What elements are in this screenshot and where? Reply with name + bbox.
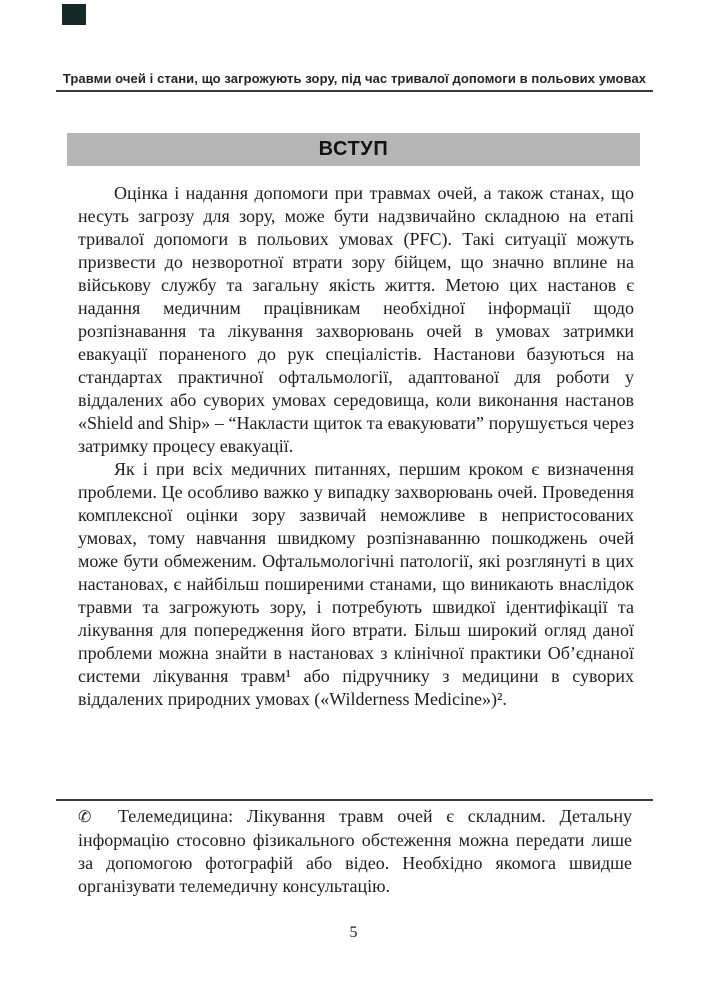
telemedicine-note: [56, 799, 653, 898]
scan-artifact-mark: [62, 4, 86, 25]
telemedicine-note-text: [78, 805, 632, 898]
body-text: [78, 182, 634, 711]
running-header: Травми очей і стани, що загрожують зору, під час тривалої допомоги в польових умовах: [56, 71, 653, 92]
paragraph-2: Як і при всіх медичних питаннях, першим кроком є визначення проблеми. Це особливо важко у випадку захворювань очей. Проведення комплексної оцінки зору зазвичай неможливе в непристосованих умовах, тому навчання швидкому розпізнаванню пошкоджень очей може бути обмеженим. Офтальмологічні патології, які розглянуті в цих настановах, є найбільш поширеними станами, що виникають внаслідок травми та загрожують зору, і потребують швидкої ідентифікації та лікування для попередження його втрати. Більш широкий огляд даної проблеми можна знайти в настановах з клінічної практики Об’єднаної системи лікування травм¹ або підручнику з медицини в суворих віддалених природних умовах («Wilderness Medicine»)².: [78, 459, 634, 709]
telemedicine-phone-icon: ✆: [78, 809, 92, 826]
telemedicine-note-body: Телемедицина: Лікування травм очей є складним. Детальну інформацію стосовно фізикального обстеження можна передати лише за допомогою фотографій або відео. Необхідно якомога швидше організувати телемедичну консультацію.: [78, 806, 632, 896]
paragraph-1: Оцінка і надання допомоги при травмах очей, а також станах, що несуть загрозу для зору, може бути надзвичайно складною на етапі тривалої допомоги в польових умовах (PFC). Такі ситуації можуть призвести до незворотної втрати зору бійцем, що значно вплине на військову службу та загальну якість життя. Метою цих настанов є надання медичним працівникам необхідної інформації щодо розпізнавання та лікування захворювань очей в умовах затримки евакуації пораненого до рук спеціалістів. Настанови базуються на стандартах практичної офтальмології, адаптованої для роботи у віддалених або суворих умовах середовища, коли виконання настанов «Shield and Ship» – “Накласти щиток та евакуювати” порушується через затримку процесу евакуації.: [78, 183, 634, 456]
page-number: 5: [349, 924, 358, 941]
section-title: ВСТУП: [318, 138, 389, 160]
section-title-bar: [67, 133, 640, 166]
